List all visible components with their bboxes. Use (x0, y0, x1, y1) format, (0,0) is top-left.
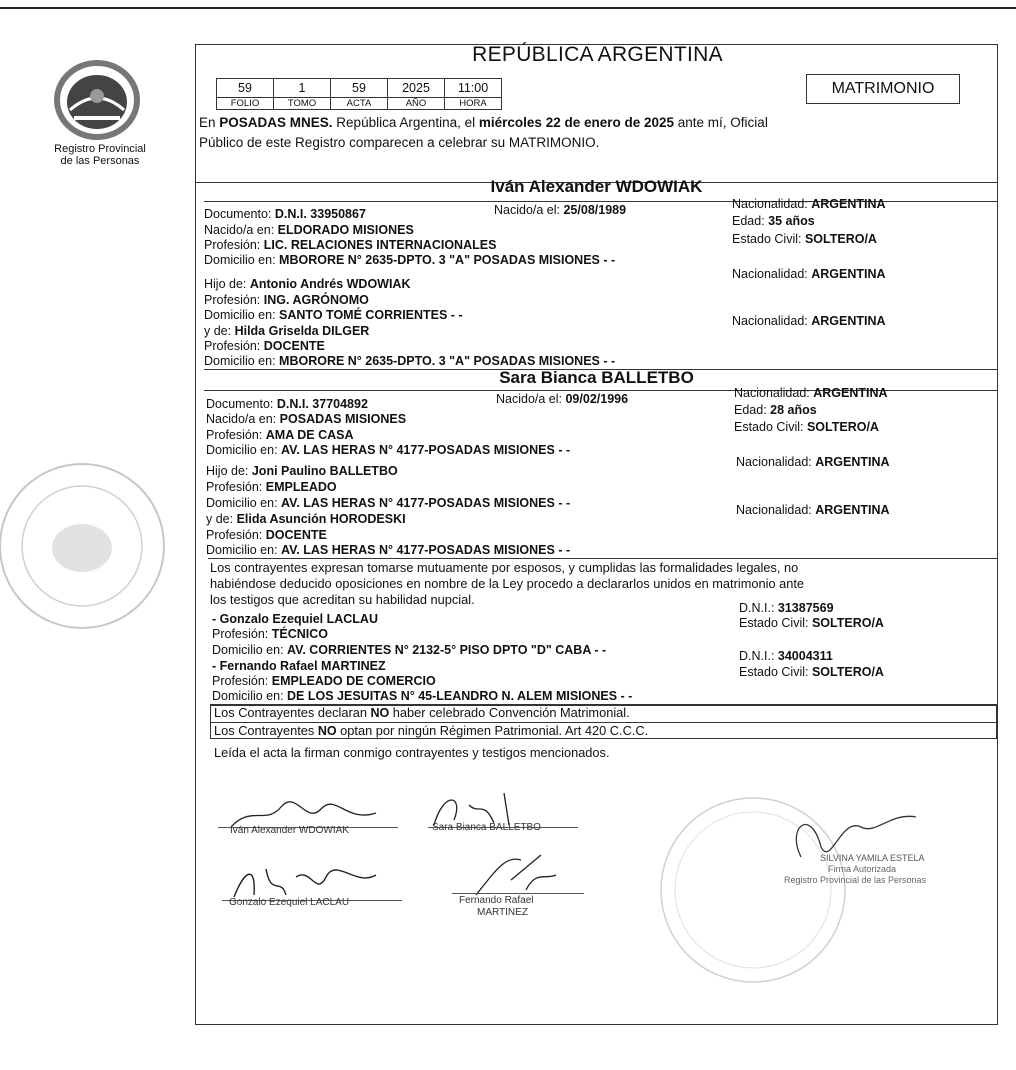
dash: - (212, 659, 220, 673)
folio-value: 59 (217, 79, 274, 98)
value: EMPLEADO (265, 480, 337, 494)
c1-madre-nacionalidad (732, 314, 886, 328)
label: Hijo de: (206, 464, 252, 478)
c2-padre-domicilio (206, 496, 570, 510)
c2-padre (206, 464, 398, 478)
value: AV. LAS HERAS N° 4177-POSADAS MISIONES - - (281, 443, 571, 457)
c2-padre-profesion (206, 480, 337, 494)
contrayente-2-name: Sara Bianca BALLETBO (499, 368, 694, 387)
witness-1-name (212, 612, 378, 626)
c2-documento (206, 397, 368, 411)
label: Nacido/a el: (496, 392, 566, 406)
value: ING. AGRÓNOMO (263, 293, 369, 307)
signature-caption-fernando-2: MARTINEZ (477, 907, 528, 918)
label: Domicilio en: (204, 253, 280, 267)
label: Domicilio en: (204, 308, 280, 322)
c1-padre (204, 277, 411, 291)
text: Los Contrayentes declaran (214, 705, 371, 720)
value: ARGENTINA (813, 386, 888, 400)
c1-madre (204, 324, 369, 338)
label: Edad: (734, 403, 771, 417)
logo-caption (0, 143, 200, 167)
label: y de: (204, 324, 235, 338)
label: Nacionalidad: (732, 197, 812, 211)
c2-estado-civil (734, 420, 879, 434)
logo-caption-line-2: de las Personas (60, 155, 140, 167)
value: SOLTERO/A (806, 420, 879, 434)
value: TÉCNICO (271, 627, 329, 641)
value: ARGENTINA (815, 503, 890, 517)
record-metadata-table (216, 78, 502, 110)
value: DE LOS JESUITAS N° 45-LEANDRO N. ALEM MISIONES - - (287, 689, 633, 703)
value: SANTO TOMÉ CORRIENTES - - (279, 308, 463, 322)
signature-line (452, 893, 584, 894)
signature-caption-gonzalo: Gonzalo Ezequiel LACLAU (229, 897, 350, 908)
province-coat-of-arms (52, 58, 142, 142)
c1-profesion (204, 238, 496, 252)
document-title: REPÚBLICA ARGENTINA (472, 43, 723, 66)
text: optan por ningún Régimen Patrimonial. Art 420 C.C.C. (336, 723, 649, 738)
value: Antonio Andrés WDOWIAK (249, 277, 411, 291)
value: ARGENTINA (811, 267, 886, 281)
intro-city: POSADAS MNES. (219, 115, 333, 130)
office-seal-stamp (0, 456, 172, 636)
acta-label: ACTA (331, 98, 388, 110)
label: Nacionalidad: (732, 267, 812, 281)
value: SOLTERO/A (804, 232, 877, 246)
c2-madre (206, 512, 406, 526)
c1-documento (204, 207, 366, 221)
label: Profesión: (212, 627, 272, 641)
witness-1-dni (739, 601, 834, 615)
c1-nacido-el (494, 203, 626, 217)
declaration-line-2: habiéndose deducido oposiciones en nombre de la Ley procedo a declararlos unidos en matrimonio ante (210, 576, 805, 591)
label: Estado Civil: (732, 232, 805, 246)
value: ARGENTINA (815, 455, 890, 469)
convention-line (214, 705, 630, 720)
c1-estado-civil (732, 232, 877, 246)
value: 28 años (770, 403, 817, 417)
text: Los Contrayentes (214, 723, 318, 738)
value: MBORORE N° 2635-DPTO. 3 "A" POSADAS MISIONES - - (279, 253, 616, 267)
dash: - (212, 612, 220, 626)
label: Profesión: (206, 480, 266, 494)
label: Domicilio en: (206, 496, 282, 510)
logo-caption-line-1: Registro Provincial (54, 143, 146, 155)
emphasis: NO (370, 706, 390, 720)
value: ELDORADO MISIONES (277, 223, 414, 237)
value: MBORORE N° 2635-DPTO. 3 "A" POSADAS MISIONES - - (279, 354, 616, 368)
label: y de: (206, 512, 237, 526)
value: Elida Asunción HORODESKI (236, 512, 406, 526)
value: 25/08/1989 (563, 203, 627, 217)
intro-line-1 (199, 115, 768, 130)
witness-2-profesion (212, 674, 436, 688)
label: Domicilio en: (212, 643, 288, 657)
c1-madre-domicilio (204, 354, 615, 368)
label: Nacionalidad: (736, 455, 816, 469)
value: AV. CORRIENTES N° 2132-5° PISO DPTO "D" CABA - - (287, 643, 607, 657)
label: Nacionalidad: (734, 386, 814, 400)
c2-nacido-el (496, 392, 628, 406)
label: Hijo de: (204, 277, 250, 291)
c2-padre-nacionalidad (736, 455, 890, 469)
label: Profesión: (204, 293, 264, 307)
tomo-label: TOMO (274, 98, 331, 110)
witness-2-dni (739, 649, 833, 663)
witness-2-domicilio (212, 689, 632, 703)
c1-padre-domicilio (204, 308, 463, 322)
label: Nacido/a el: (494, 203, 564, 217)
label: Profesión: (206, 428, 266, 442)
label: Profesión: (204, 339, 264, 353)
value: Gonzalo Ezequiel LACLAU (219, 612, 378, 626)
intro-line-2: Público de este Registro comparecen a celebrar su MATRIMONIO. (199, 135, 600, 150)
label: Nacido/a en: (204, 223, 278, 237)
hora-label: HORA (445, 98, 502, 110)
value: POSADAS MISIONES (279, 412, 407, 426)
c2-domicilio (206, 443, 570, 457)
signature-caption-ivan: Iván Alexander WDOWIAK (230, 825, 349, 836)
value: Joni Paulino BALLETBO (251, 464, 398, 478)
witness-1-estado-civil (739, 616, 884, 630)
anio-label: AÑO (388, 98, 445, 110)
label: Documento: (206, 397, 277, 411)
value: 35 años (768, 214, 815, 228)
c1-nacionalidad (732, 197, 886, 211)
label: Edad: (732, 214, 769, 228)
c2-madre-domicilio (206, 543, 570, 557)
value: D.N.I. 33950867 (274, 207, 366, 221)
value: SOLTERO/A (811, 665, 884, 679)
c1-madre-profesion (204, 339, 325, 353)
label: Nacido/a en: (206, 412, 280, 426)
intro-text-1: En (199, 115, 220, 130)
label: Estado Civil: (739, 616, 812, 630)
label: D.N.I.: (739, 649, 778, 663)
label: D.N.I.: (739, 601, 778, 615)
label: Domicilio en: (204, 354, 280, 368)
hora-value: 11:00 (445, 79, 502, 98)
value: 31387569 (777, 601, 834, 615)
closing-statement: Leída el acta la firman conmigo contrayentes y testigos mencionados. (214, 745, 610, 760)
value: ARGENTINA (811, 314, 886, 328)
c1-domicilio (204, 253, 615, 267)
c2-madre-nacionalidad (736, 503, 890, 517)
c1-padre-nacionalidad (732, 267, 886, 281)
anio-value: 2025 (388, 79, 445, 98)
official-registry: Registro Provincial de las Personas (784, 875, 927, 885)
c2-nacido-en (206, 412, 406, 426)
value: Fernando Rafael MARTINEZ (219, 659, 386, 673)
label: Documento: (204, 207, 275, 221)
label: Nacionalidad: (732, 314, 812, 328)
label: Profesión: (204, 238, 264, 252)
witness-2-estado-civil (739, 665, 884, 679)
value: D.N.I. 37704892 (276, 397, 368, 411)
official-authorized: Firma Autorizada (828, 864, 897, 874)
value: ARGENTINA (811, 197, 886, 211)
folio-label: FOLIO (217, 98, 274, 110)
value: AV. LAS HERAS N° 4177-POSADAS MISIONES - - (281, 496, 571, 510)
label: Profesión: (212, 674, 272, 688)
value: EMPLEADO DE COMERCIO (271, 674, 436, 688)
label: Domicilio en: (206, 443, 282, 457)
tomo-value: 1 (274, 79, 331, 98)
c1-padre-profesion (204, 293, 369, 307)
witness-1-domicilio (212, 643, 606, 657)
signature-caption-sara: Sara Bianca BALLETBO (432, 822, 541, 833)
value: 34004311 (777, 649, 833, 663)
declaration-line-3: los testigos que acreditan su habilidad nupcial. (210, 592, 475, 607)
value: 09/02/1996 (565, 392, 629, 406)
label: Nacionalidad: (736, 503, 816, 517)
c2-nacionalidad (734, 386, 888, 400)
label: Domicilio en: (212, 689, 288, 703)
intro-text-2: República Argentina, el (332, 115, 479, 130)
value: AV. LAS HERAS N° 4177-POSADAS MISIONES - - (281, 543, 571, 557)
intro-text-3: ante mí, Oficial (674, 115, 768, 130)
contrayente-1-name: Iván Alexander WDOWIAK (490, 177, 703, 196)
c2-madre-profesion (206, 528, 327, 542)
signature-caption-fernando-1: Fernando Rafael (459, 895, 534, 906)
value: AMA DE CASA (265, 428, 354, 442)
label: Domicilio en: (206, 543, 282, 557)
witness-2-name (212, 659, 386, 673)
regime-line (214, 723, 648, 738)
record-type-box: MATRIMONIO (806, 74, 960, 104)
divider (208, 558, 997, 559)
label: Estado Civil: (739, 665, 812, 679)
emphasis: NO (317, 724, 337, 738)
c2-profesion (206, 428, 354, 442)
c1-nacido-en (204, 223, 414, 237)
value: DOCENTE (263, 339, 325, 353)
official-name: SILVINA YAMILA ESTELA (820, 853, 925, 863)
c1-edad (732, 214, 815, 228)
c2-edad (734, 403, 817, 417)
top-border (0, 7, 1016, 9)
value: LIC. RELACIONES INTERNACIONALES (263, 238, 497, 252)
value: DOCENTE (265, 528, 327, 542)
label: Profesión: (206, 528, 266, 542)
declaration-line-1: Los contrayentes expresan tomarse mutuamente por esposos, y cumplidas las formalidades legales, no (210, 560, 799, 575)
intro-date: miércoles 22 de enero de 2025 (478, 115, 675, 130)
text: haber celebrado Convención Matrimonial. (389, 705, 630, 720)
label: Estado Civil: (734, 420, 807, 434)
marriage-certificate (195, 44, 998, 1025)
value: SOLTERO/A (811, 616, 884, 630)
witness-1-profesion (212, 627, 328, 641)
value: Hilda Griselda DILGER (234, 324, 370, 338)
acta-value: 59 (331, 79, 388, 98)
